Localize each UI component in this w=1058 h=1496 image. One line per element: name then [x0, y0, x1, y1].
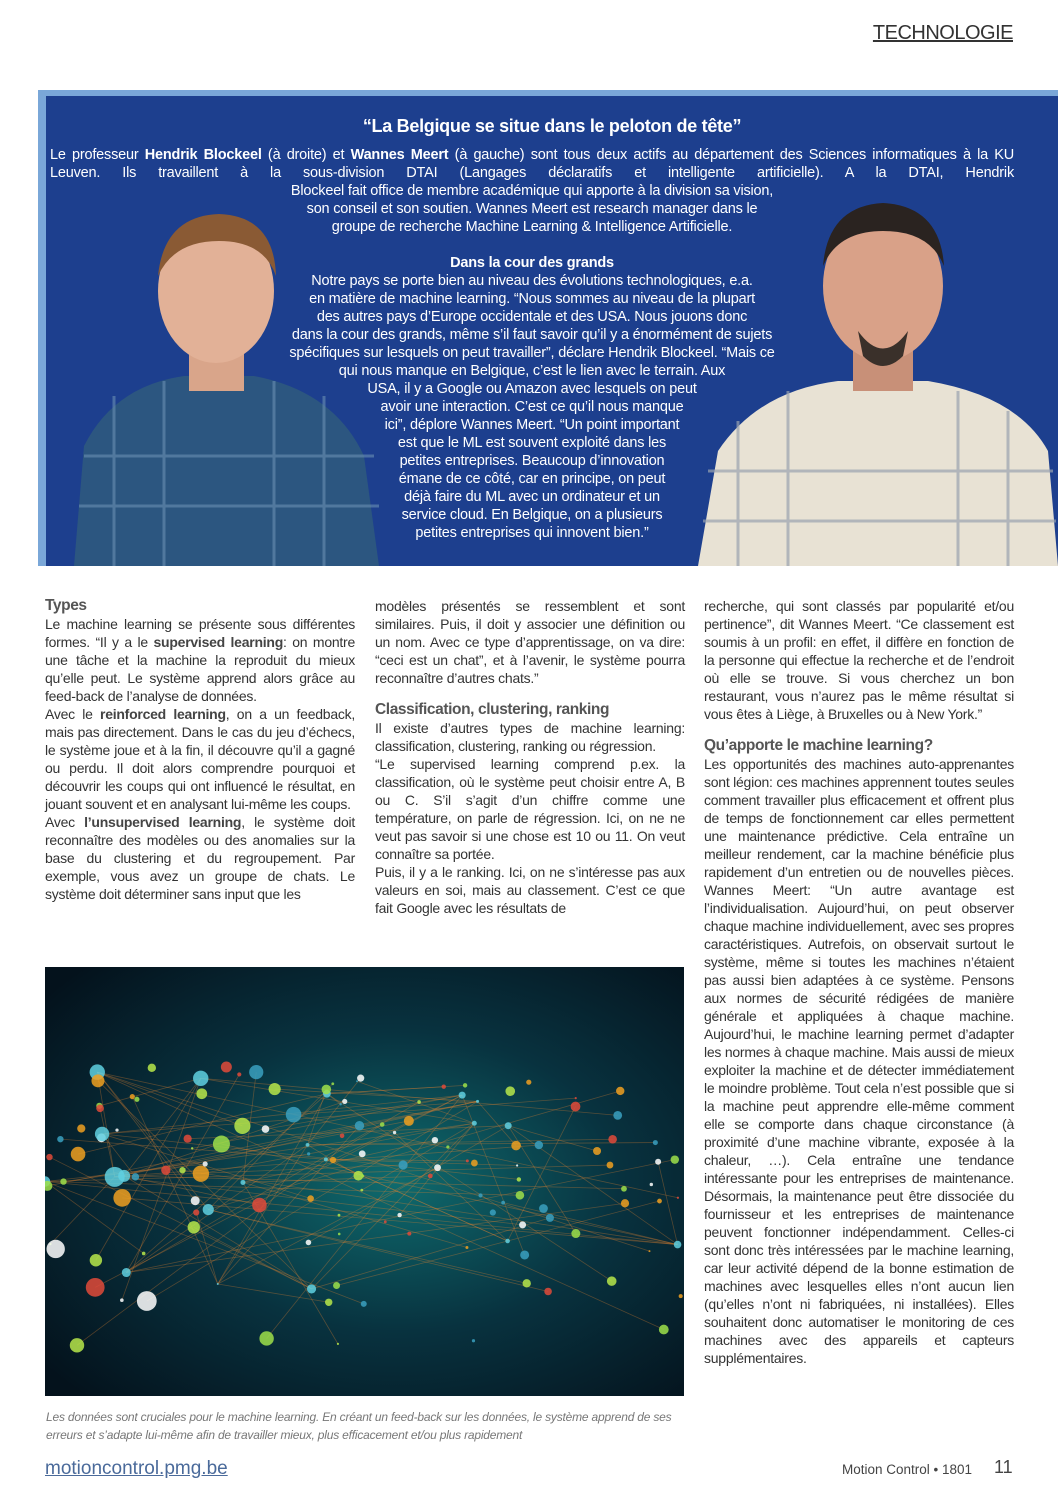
network-node [398, 1160, 407, 1169]
network-node [471, 1160, 478, 1167]
network-node [575, 1097, 577, 1099]
network-node [252, 1198, 267, 1213]
network-node [472, 1339, 475, 1342]
box-body-line: avoir une interaction. C’est ce qu’il nous manque [380, 399, 684, 415]
text-segment: Leuven. Ils travaillent à la sous-division DTAI (Langages déclaratifs et intelligente artificielle). A la DTAI, Hendrik [50, 165, 1014, 181]
network-node [221, 1062, 232, 1073]
network-node [655, 1159, 661, 1165]
network-node [571, 1229, 580, 1238]
network-node [240, 1180, 245, 1185]
paragraph [375, 755, 685, 863]
paragraph [375, 719, 685, 755]
network-node [505, 1086, 515, 1096]
network-node [115, 1128, 118, 1131]
network-node [203, 1161, 208, 1166]
network-node [338, 1214, 341, 1217]
network-node [607, 1162, 614, 1169]
network-node [459, 1092, 466, 1099]
network-node [132, 1173, 139, 1180]
network-node [490, 1209, 496, 1215]
text-segment: groupe de recherche Machine Learning & Intelligence Artificielle. [331, 219, 733, 235]
network-node [516, 1164, 518, 1166]
bold-term: supervised learning [153, 634, 283, 650]
network-node [505, 1239, 510, 1244]
network-node [77, 1124, 85, 1132]
network-node [333, 1282, 340, 1289]
network-node [203, 1204, 214, 1215]
section-heading: Types [45, 597, 87, 614]
network-node [46, 1240, 64, 1258]
magazine-issue: Motion Control • 1801 [842, 1462, 973, 1477]
network-node [417, 1100, 421, 1104]
network-node [142, 1252, 146, 1256]
network-node [677, 1197, 679, 1199]
network-node [360, 1189, 363, 1192]
network-node [71, 1147, 86, 1162]
network-node [523, 1279, 531, 1287]
network-node [188, 1221, 200, 1233]
network-node [607, 1276, 617, 1286]
section-heading: Classification, clustering, ranking [375, 701, 610, 718]
box-text [50, 146, 1014, 542]
network-node [118, 1170, 130, 1182]
page-number: 11 [994, 1457, 1013, 1477]
network-node [237, 1072, 241, 1076]
text-segment: , le système doit reconnaître des modèles ou des anomalies sur la base du clustering et du regroupement. Par exemple, vous avez un groupe de chats. Le système doit déterminer sans input que les [45, 814, 356, 902]
paragraph [375, 597, 685, 687]
network-node [179, 1167, 185, 1173]
network-node [213, 1136, 230, 1153]
network-node [613, 1111, 622, 1120]
network-node [286, 1107, 302, 1123]
text-segment: modèles présentés se ressemblent et sont similaires. Puis, il doit y associer une définition ou un nom. Avec ce type d’apprentissage, on va dire: “ceci est un chat”, et à l’avenir, le système pourra reconnaître d’autres chats.” [375, 598, 685, 686]
network-node [393, 1131, 396, 1134]
text-segment: Le machine learning se présente sous différentes formes. “Il y a le [45, 616, 355, 650]
network-node [86, 1278, 105, 1297]
network-node [217, 1283, 219, 1285]
box-body-line: petites entreprises. Beaucoup d’innovation [399, 453, 665, 469]
network-node [519, 1221, 526, 1228]
text-segment: Avec [45, 814, 85, 830]
network-node [342, 1099, 347, 1104]
network-node [331, 1082, 334, 1085]
box-body-line: est que le ML est souvent exploité dans les [397, 435, 667, 451]
bold-term: reinforced learning [100, 706, 226, 722]
network-node [96, 1104, 104, 1112]
network-node [91, 1074, 104, 1087]
box-body-line: USA, il y a Google ou Amazon avec lesquels on peut [367, 381, 697, 397]
article-column-3 [704, 597, 1014, 1367]
network-node [516, 1191, 525, 1200]
network-node [407, 1232, 411, 1236]
bold-term: Wannes Meert [350, 147, 449, 163]
text-segment: Il existe d’autres types de machine learning: classification, clustering, ranking ou régression. [375, 720, 685, 754]
paragraph [704, 597, 1014, 723]
network-node [476, 1100, 479, 1103]
network-node [546, 1214, 554, 1222]
network-node [659, 1325, 669, 1335]
network-node [505, 1122, 512, 1129]
network-node [432, 1137, 438, 1143]
text-segment: (à droite) et [261, 147, 351, 163]
intro-line [50, 164, 1014, 182]
network-node [442, 1085, 446, 1089]
article-column-1 [45, 597, 355, 903]
network-node [184, 1135, 192, 1143]
network-node [122, 1268, 131, 1277]
box-body-line: déjà faire du ML avec un ordinateur et un [404, 489, 660, 505]
network-node [478, 1193, 482, 1197]
text-segment: : on montre une tâche et la machine la reproduit du mieux qu’elle peut. Le système apprend alors grâce au feed-back de l’analyse de données. [45, 634, 355, 704]
box-body-line: en matière de machine learning. “Nous sommes au niveau de la plupart [309, 291, 755, 307]
network-node [339, 1103, 341, 1105]
text-segment: son conseil et son soutien. Wannes Meert est research manager dans le [306, 201, 758, 217]
network-node [357, 1075, 364, 1082]
section-label: TECHNOLOGIE [872, 22, 1013, 44]
network-node [463, 1083, 467, 1087]
network-node [359, 1150, 366, 1157]
network-node [95, 1127, 109, 1141]
network-node [434, 1164, 441, 1171]
network-node [130, 1094, 135, 1099]
box-body-line: émane de ce côté, car en principe, on peut [398, 471, 666, 487]
network-node [234, 1118, 250, 1134]
text-segment: (à gauche) sont tous deux actifs au département des Sciences informatiques à la KU [448, 147, 1014, 163]
network-node [511, 1141, 521, 1151]
network-node [325, 1299, 332, 1306]
network-node [517, 1177, 521, 1181]
network-node [593, 1147, 601, 1155]
paragraph [704, 755, 1014, 1367]
network-node [193, 1209, 199, 1215]
network-node [679, 1294, 683, 1298]
website-link[interactable]: motioncontrol.pmg.be [45, 1458, 228, 1479]
network-node [46, 1154, 52, 1160]
network-node [653, 1140, 658, 1145]
network-node [501, 1201, 505, 1205]
network-node [356, 1080, 358, 1082]
network-node [621, 1186, 627, 1192]
network-node [539, 1204, 548, 1213]
network-node [307, 1284, 316, 1293]
network-node [90, 1254, 102, 1266]
network-node [671, 1155, 679, 1163]
network-node [148, 1064, 156, 1072]
network-node [361, 1174, 364, 1177]
network-node [340, 1134, 345, 1139]
bold-term: Hendrik Blockeel [144, 147, 262, 163]
network-node [191, 1147, 193, 1149]
paragraph [45, 813, 355, 903]
text-segment: Le professeur [50, 147, 145, 163]
network-node [608, 1135, 617, 1144]
bold-term: l’unsupervised learning [84, 814, 242, 830]
network-node [57, 1136, 63, 1142]
box-body-line: des autres pays d’Europe occidentale et des USA. Nous jouons donc [316, 309, 748, 325]
article-column-2 [375, 597, 685, 917]
text-segment: Blockeel fait office de membre académique qui apporte à la division sa vision, [290, 183, 774, 199]
paragraph [45, 705, 355, 813]
network-node [520, 1250, 529, 1259]
intro-line [50, 200, 1014, 218]
box-body-line: ici”, déplore Wannes Meert. “Un point important [384, 417, 680, 433]
network-node [657, 1199, 662, 1204]
network-node [621, 1199, 629, 1207]
text-segment: “Le supervised learning comprend p.ex. la classification, où le système peut choisir entre A, B ou C. S’il s’agit d’un chiffre comme une température, on parle de régression. Ici, on ne ne veut pas savoir si une chose est 10 ou 11. On veut connaître sa portée. [375, 756, 685, 862]
network-node [466, 1159, 469, 1162]
box-subheading: Dans la cour des grands [450, 255, 614, 271]
box-body-line: Notre pays se porte bien au niveau des évolutions technologiques, e.a. [311, 273, 753, 289]
network-node [161, 1165, 170, 1174]
network-node [322, 1085, 332, 1095]
network-node [134, 1097, 139, 1102]
network-node [355, 1121, 364, 1130]
network-node [648, 1250, 650, 1252]
intro-line [50, 146, 1014, 164]
text-segment: , on a un feedback, mais pas directement. Dans le cas du jeu d’échecs, le système joue et à la fin, il découvre qu’il a gagné ou perdu. Il doit alors comprendre pourquoi et découvrir les coups qui ont influencé le résultat, en jouant souvent et en analysant lui-même les coups. [45, 706, 356, 812]
box-body-line: dans la cour des grands, même s’il faut savoir qu’il y a énormément de sujets [291, 327, 773, 343]
network-node [191, 1196, 200, 1205]
box-body-line: petites entreprises qui innovent bien.” [415, 525, 649, 541]
image-caption: Les données sont cruciales pour le machine learning. En créant un feed-back sur les données, le système apprend de ses erreurs et s’adapte lui-même afin de travailler mieux, plus efficacement et/ou plus rapidement [46, 1410, 672, 1442]
network-node [674, 1241, 682, 1249]
network-node [307, 1152, 310, 1155]
network-node [193, 1071, 208, 1086]
text-segment: recherche, qui sont classés par popularité et/ou pertinence”, dit Wannes Meert. “Ce classement est soumis à un profil: en effet, il diffère en fonction de la personne qui effectue la recherche et de l’endroit où elle se trouve. Si vous cherchez un bon restaurant, vous n’aurez pas le même résultat si vous êtes à Liège, à Bruxelles ou à New York.” [704, 598, 1014, 722]
network-node [465, 1246, 468, 1249]
network-node [307, 1195, 314, 1202]
network-node [306, 1143, 310, 1147]
network-node [338, 1233, 341, 1236]
section-heading: Qu’apporte le machine learning? [704, 737, 933, 754]
text-segment: Avec le [45, 706, 100, 722]
paragraph [375, 863, 685, 917]
network-node [330, 1157, 336, 1163]
network-node [544, 1288, 552, 1296]
network-node [616, 1087, 624, 1095]
network-node [428, 1173, 433, 1178]
network-data-image [45, 967, 684, 1396]
box-body-line: spécifiques sur lesquels on peut travailler”, déclare Hendrik Blockeel. “Mais ce [289, 345, 775, 361]
network-node [361, 1301, 367, 1307]
paragraph [45, 615, 355, 705]
network-node [650, 1183, 653, 1186]
network-node [60, 1178, 66, 1184]
intro-line [50, 218, 1014, 236]
network-node [526, 1080, 531, 1085]
network-node [535, 1141, 543, 1149]
box-body-line: service cloud. En Belgique, on a plusieurs [401, 507, 663, 523]
box-title: “La Belgique se situe dans le peloton de tête” [362, 116, 742, 136]
network-node [269, 1083, 281, 1095]
network-node [337, 1343, 339, 1345]
network-node [193, 1166, 209, 1182]
network-node [259, 1331, 273, 1345]
network-node [324, 1157, 328, 1161]
network-node [196, 1088, 207, 1099]
network-node [380, 1122, 385, 1127]
network-node [404, 1116, 414, 1126]
network-node [571, 1102, 581, 1112]
network-node [472, 1121, 477, 1126]
box-body-line: qui nous manque en Belgique, c’est le lien avec le terrain. Aux [338, 363, 726, 379]
text-segment: Puis, il y a le ranking. Ici, on ne s’intéresse pas aux valeurs en soi, mais au classement. C’est ce que fait Google avec les résultats de [375, 864, 685, 916]
network-node [397, 1213, 401, 1217]
network-node [446, 1145, 449, 1148]
text-segment: Les opportunités des machines auto-apprenantes sont légion: ces machines apprennent toutes seules comment travailler plus efficacement et offrent plus de temps de fonctionnement car elles permettent une maintenance prédictive. Cela entraîne un meilleur rendement, car la machine bénéficie plus rapidement d’un entretien ou de nouvelles pièces. Wannes Meert: “Un autre avantage est l’individualisation. Aujourd’hui, on peut observer chaque machine individuellement, avec ses propres caractéristiques. Autrefois, on observait surtout le système, même si toutes les machines n’étaient pas aussi bien adaptées à ce système. Pensons aux normes de sécurité rédigées de manière générale et appliquées à chaque machine. Aujourd’hui, le machine learning permet d’adapter les normes à chaque machine. Mais aussi de mieux exploiter la machine et de détecter immédiatement le moindre problème. Tout cela n’est possible que si la machine peut apprendre elle-même comment elle se comporte dans chaque circonstance (à proximité d’une machine vibrante, exposée à la chaleur, …). Cela entraîne une tendance intéressante pour les entreprises de maintenance. Désormais, la maintenance peut être dissociée du fournisseur et les entreprises de maintenance peuvent fonctionner indépendamment. Celles-ci sont donc très intéressées par le machine learning, car leur activité dépend de la bonne estimation de machines avec lesquelles elles n’ont aucun lien (qu’elles n’ont ni fabriquées, ni installées). Elles souhaitent donc automatiser le monitoring de ces machines avec des appareils et capteurs supplémentaires. [704, 756, 1014, 1366]
network-node [306, 1240, 312, 1246]
interview-box [38, 90, 1058, 566]
network-node [384, 1220, 387, 1223]
network-node [120, 1298, 124, 1302]
network-node [249, 1065, 263, 1079]
network-node [113, 1189, 131, 1207]
network-node [262, 1125, 270, 1133]
network-node [70, 1338, 84, 1352]
network-node [137, 1291, 157, 1311]
intro-line [50, 182, 1014, 200]
